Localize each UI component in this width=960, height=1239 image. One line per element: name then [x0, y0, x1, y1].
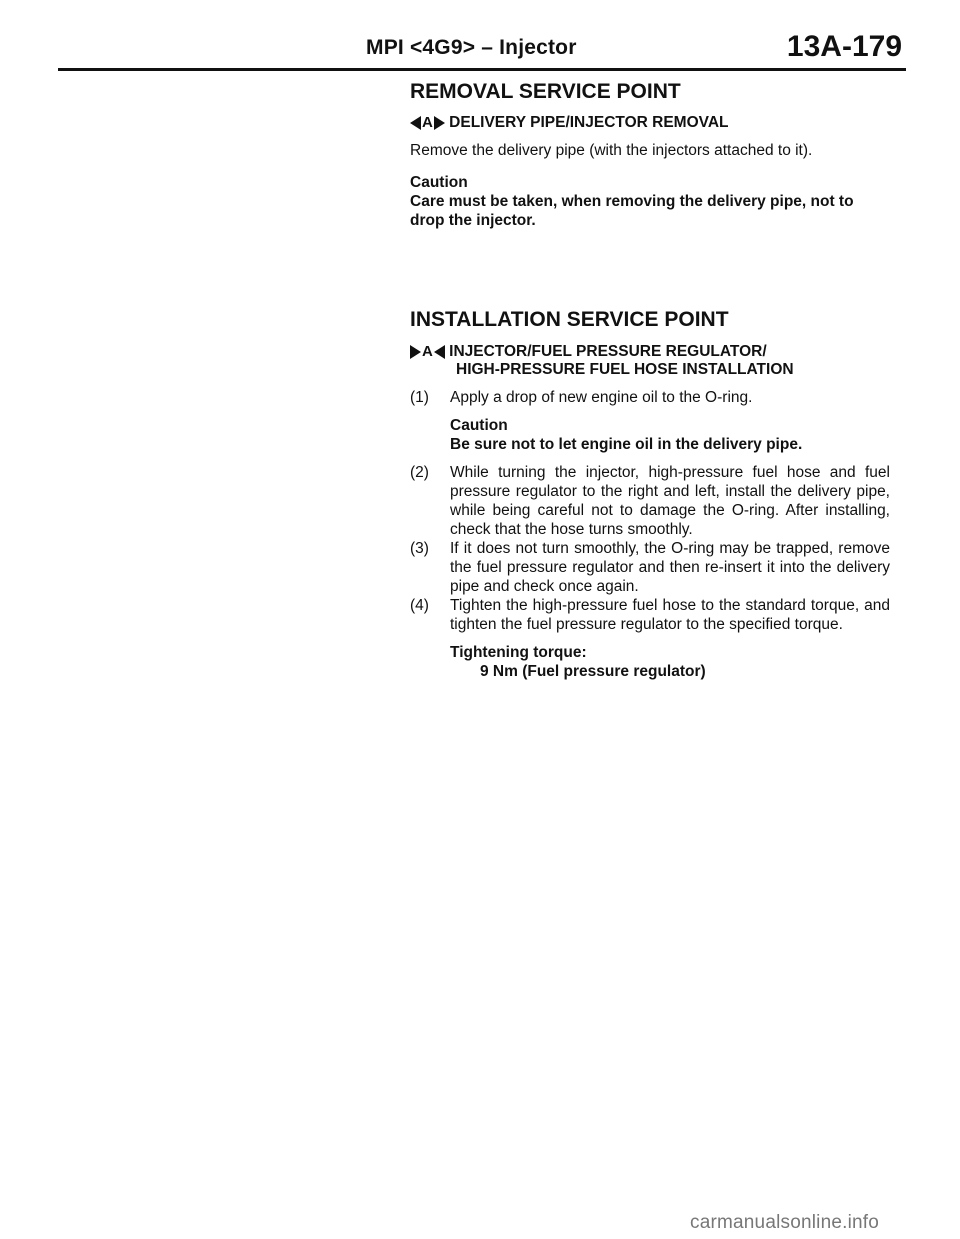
removal-text: Remove the delivery pipe (with the injectors attached to it). [410, 142, 813, 159]
torque-spec [410, 643, 890, 681]
installation-marker: A [422, 343, 433, 361]
installation-heading: INSTALLATION SERVICE POINT [410, 308, 729, 331]
removal-section [410, 80, 890, 230]
page-number: 13A-179 [786, 30, 902, 63]
removal-heading: REMOVAL SERVICE POINT [410, 80, 681, 103]
step-text: While turning the injector, high-pressure fuel hose and fuel pressure regulator to the right and left, install the delivery pipe, while being careful not to damage the O-ring. After installing, check that the hose turns smoothly. [450, 464, 890, 538]
arrow-left-icon [410, 116, 421, 130]
installation-caution-text: Be sure not to let engine oil in the delivery pipe. [450, 436, 803, 453]
step-item [410, 596, 890, 634]
step-number: (4) [410, 597, 429, 614]
installation-subheading-line2: HIGH-PRESSURE FUEL HOSE INSTALLATION [456, 361, 794, 378]
installation-subheading [410, 343, 890, 361]
step-text: Apply a drop of new engine oil to the O-ring. [450, 389, 753, 406]
step-item [410, 388, 890, 407]
page-content [410, 80, 890, 681]
step-text: If it does not turn smoothly, the O-ring may be trapped, remove the fuel pressure regulator and then re-insert it into the delivery pipe and check once again. [450, 540, 890, 595]
arrow-right-icon [410, 345, 421, 359]
installation-subheading-line1: INJECTOR/FUEL PRESSURE REGULATOR/ [449, 343, 767, 360]
installation-caution [410, 416, 890, 454]
removal-caution-label: Caution [410, 174, 468, 191]
page-title: MPI <4G9> – Injector [366, 36, 577, 59]
step-text: Tighten the high-pressure fuel hose to the standard torque, and tighten the fuel pressure regulator to the specified torque. [450, 597, 890, 633]
removal-caution-text: Care must be taken, when removing the delivery pipe, not to drop the injector. [410, 193, 854, 229]
step-number: (1) [410, 389, 429, 406]
arrow-left-icon [434, 345, 445, 359]
step-item [410, 463, 890, 539]
step-number: (3) [410, 540, 429, 557]
step-number: (2) [410, 464, 429, 481]
removal-subheading [410, 114, 890, 132]
removal-subheading-text: DELIVERY PIPE/INJECTOR REMOVAL [449, 114, 729, 131]
header-rule [58, 68, 906, 71]
step-item [410, 539, 890, 596]
arrow-right-icon [434, 116, 445, 130]
watermark: carmanualsonline.info [690, 1212, 880, 1233]
torque-value: 9 Nm (Fuel pressure regulator) [480, 663, 706, 680]
installation-section [410, 308, 890, 681]
removal-marker: A [422, 114, 433, 132]
installation-caution-label: Caution [450, 417, 508, 434]
torque-label: Tightening torque: [450, 644, 587, 661]
page-header [58, 30, 906, 70]
